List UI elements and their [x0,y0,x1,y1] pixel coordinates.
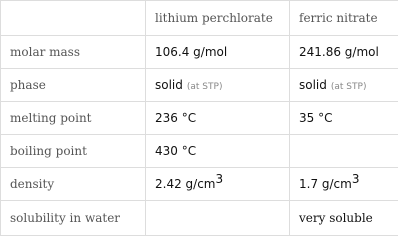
table-row [1,135,398,168]
phase-lithium-perchlorate-cell [146,69,290,102]
phase-note-ferric-nitrate: (at STP) [330,82,367,92]
molar-mass-lithium-perchlorate: 106.4 g/mol [146,36,290,69]
phase-ferric-nitrate: solid [299,78,327,92]
density-exponent-lithium-perchlorate: 3 [215,172,224,186]
boiling-point-ferric-nitrate [290,135,398,168]
row-label-phase: phase [1,69,146,102]
density-exponent-ferric-nitrate: 3 [351,172,360,186]
row-label-molar-mass: molar mass [1,36,146,69]
row-label-solubility: solubility in water [1,201,146,236]
melting-point-ferric-nitrate: 35 °C [290,102,398,135]
phase-note-lithium-perchlorate: (at STP) [186,82,223,92]
table-row [1,168,398,201]
header-lithium-perchlorate: lithium perchlorate [146,1,290,36]
melting-point-lithium-perchlorate: 236 °C [146,102,290,135]
header-row [1,1,398,36]
density-lithium-perchlorate: 2.42 g/cm [155,177,216,191]
row-label-boiling-point: boiling point [1,135,146,168]
solubility-ferric-nitrate: very soluble [290,201,398,236]
table-row [1,69,398,102]
table-row [1,36,398,69]
density-ferric-nitrate-cell [290,168,398,201]
table-row [1,102,398,135]
phase-lithium-perchlorate: solid [155,78,183,92]
molar-mass-ferric-nitrate: 241.86 g/mol [290,36,398,69]
header-corner-cell [1,1,146,36]
row-label-melting-point: melting point [1,102,146,135]
table-row [1,201,398,236]
boiling-point-lithium-perchlorate: 430 °C [146,135,290,168]
density-ferric-nitrate: 1.7 g/cm [299,177,352,191]
density-lithium-perchlorate-cell [146,168,290,201]
phase-ferric-nitrate-cell [290,69,398,102]
header-ferric-nitrate: ferric nitrate [290,1,398,36]
row-label-density: density [1,168,146,201]
solubility-lithium-perchlorate [146,201,290,236]
